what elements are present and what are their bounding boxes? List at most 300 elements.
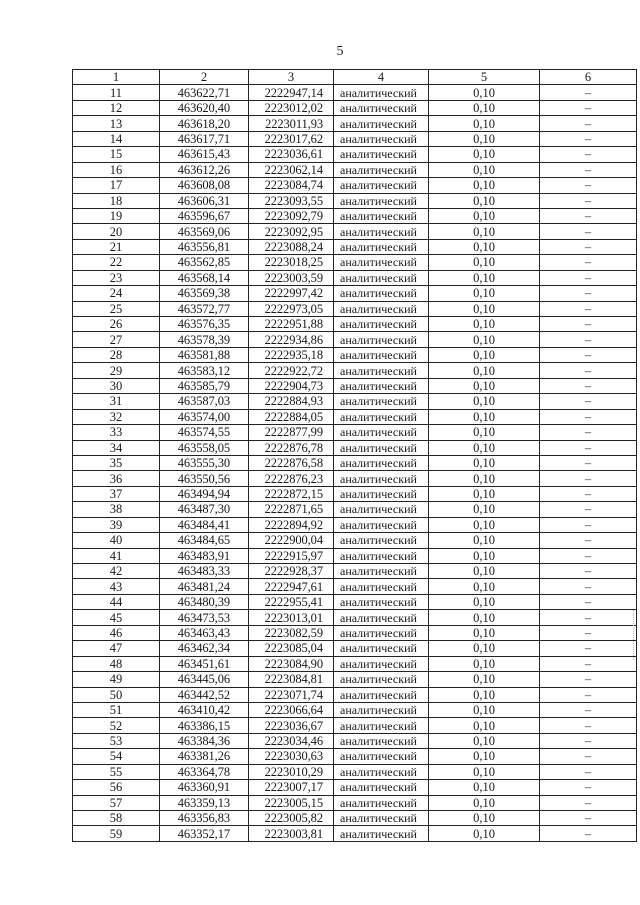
note-cell: – [540,625,637,640]
x-coordinate-cell: 463481,24 [160,579,249,594]
table-row [73,425,637,440]
note-cell: – [540,239,637,254]
method-cell: аналитический [334,193,429,208]
method-cell: аналитический [334,672,429,687]
y-coordinate-cell: 2222928,37 [249,564,334,579]
note-cell: – [540,826,637,841]
table-row [73,147,637,162]
method-cell: аналитический [334,270,429,285]
table-row [73,687,637,702]
method-cell: аналитический [334,317,429,332]
x-coordinate-cell: 463484,41 [160,517,249,532]
method-cell: аналитический [334,548,429,563]
point-number-cell: 15 [73,147,160,162]
x-coordinate-cell: 463556,81 [160,239,249,254]
x-coordinate-cell: 463386,15 [160,718,249,733]
method-cell: аналитический [334,208,429,223]
y-coordinate-cell: 2223034,46 [249,733,334,748]
method-cell: аналитический [334,625,429,640]
x-coordinate-cell: 463558,05 [160,440,249,455]
y-coordinate-cell: 2223082,59 [249,625,334,640]
table-row [73,702,637,717]
accuracy-cell: 0,10 [429,826,540,841]
column-header-5: 5 [429,70,540,85]
accuracy-cell: 0,10 [429,147,540,162]
accuracy-cell: 0,10 [429,116,540,131]
column-header-2: 2 [160,70,249,85]
y-coordinate-cell: 2222947,61 [249,579,334,594]
point-number-cell: 51 [73,702,160,717]
table-row [73,594,637,609]
method-cell: аналитический [334,610,429,625]
point-number-cell: 58 [73,811,160,826]
accuracy-cell: 0,10 [429,579,540,594]
y-coordinate-cell: 2222872,15 [249,486,334,501]
x-coordinate-cell: 463451,61 [160,656,249,671]
note-cell: – [540,764,637,779]
accuracy-cell: 0,10 [429,594,540,609]
note-cell: – [540,409,637,424]
note-cell: – [540,795,637,810]
accuracy-cell: 0,10 [429,548,540,563]
x-coordinate-cell: 463410,42 [160,702,249,717]
method-cell: аналитический [334,224,429,239]
note-cell: – [540,425,637,440]
y-coordinate-cell: 2223084,74 [249,178,334,193]
x-coordinate-cell: 463583,12 [160,363,249,378]
x-coordinate-cell: 463480,39 [160,594,249,609]
y-coordinate-cell: 2223088,24 [249,239,334,254]
point-number-cell: 36 [73,471,160,486]
y-coordinate-cell: 2223030,63 [249,749,334,764]
y-coordinate-cell: 2222884,93 [249,394,334,409]
method-cell: аналитический [334,564,429,579]
x-coordinate-cell: 463356,83 [160,811,249,826]
page-number: 5 [336,44,344,59]
method-cell: аналитический [334,162,429,177]
y-coordinate-cell: 2222876,58 [249,455,334,470]
y-coordinate-cell: 2223010,29 [249,764,334,779]
accuracy-cell: 0,10 [429,471,540,486]
note-cell: – [540,440,637,455]
y-coordinate-cell: 2223005,15 [249,795,334,810]
point-number-cell: 13 [73,116,160,131]
x-coordinate-cell: 463569,38 [160,286,249,301]
table-row [73,193,637,208]
accuracy-cell: 0,10 [429,672,540,687]
x-coordinate-cell: 463384,36 [160,733,249,748]
x-coordinate-cell: 463562,85 [160,255,249,270]
x-coordinate-cell: 463484,65 [160,533,249,548]
method-cell: аналитический [334,363,429,378]
note-cell: – [540,641,637,656]
y-coordinate-cell: 2223092,95 [249,224,334,239]
note-cell: – [540,564,637,579]
y-coordinate-cell: 2222894,92 [249,517,334,532]
note-cell: – [540,811,637,826]
note-cell: – [540,317,637,332]
point-number-cell: 55 [73,764,160,779]
point-number-cell: 34 [73,440,160,455]
y-coordinate-cell: 2223085,04 [249,641,334,656]
note-cell: – [540,208,637,223]
accuracy-cell: 0,10 [429,702,540,717]
method-cell: аналитический [334,656,429,671]
note-cell: – [540,702,637,717]
table-row [73,471,637,486]
y-coordinate-cell: 2222871,65 [249,502,334,517]
x-coordinate-cell: 463569,06 [160,224,249,239]
method-cell: аналитический [334,131,429,146]
note-cell: – [540,548,637,563]
y-coordinate-cell: 2223018,25 [249,255,334,270]
table-row [73,317,637,332]
method-cell: аналитический [334,178,429,193]
x-coordinate-cell: 463483,33 [160,564,249,579]
x-coordinate-cell: 463483,91 [160,548,249,563]
accuracy-cell: 0,10 [429,193,540,208]
point-number-cell: 19 [73,208,160,223]
point-number-cell: 40 [73,533,160,548]
note-cell: – [540,780,637,795]
point-number-cell: 39 [73,517,160,532]
x-coordinate-cell: 463555,30 [160,455,249,470]
accuracy-cell: 0,10 [429,718,540,733]
table-row [73,641,637,656]
point-number-cell: 41 [73,548,160,563]
point-number-cell: 20 [73,224,160,239]
y-coordinate-cell: 2222884,05 [249,409,334,424]
point-number-cell: 25 [73,301,160,316]
method-cell: аналитический [334,533,429,548]
table-row [73,733,637,748]
table-row [73,610,637,625]
accuracy-cell: 0,10 [429,178,540,193]
accuracy-cell: 0,10 [429,363,540,378]
table-row [73,625,637,640]
method-cell: аналитический [334,733,429,748]
method-cell: аналитический [334,455,429,470]
x-coordinate-cell: 463618,20 [160,116,249,131]
method-cell: аналитический [334,255,429,270]
table-row [73,502,637,517]
point-number-cell: 46 [73,625,160,640]
accuracy-cell: 0,10 [429,394,540,409]
x-coordinate-cell: 463617,71 [160,131,249,146]
y-coordinate-cell: 2222876,78 [249,440,334,455]
note-cell: – [540,656,637,671]
x-coordinate-cell: 463494,94 [160,486,249,501]
note-cell: – [540,147,637,162]
table-row [73,656,637,671]
accuracy-cell: 0,10 [429,239,540,254]
table-row [73,564,637,579]
point-number-cell: 44 [73,594,160,609]
x-coordinate-cell: 463596,67 [160,208,249,223]
accuracy-cell: 0,10 [429,455,540,470]
point-number-cell: 23 [73,270,160,285]
x-coordinate-cell: 463442,52 [160,687,249,702]
table-row [73,579,637,594]
note-cell: – [540,255,637,270]
y-coordinate-cell: 2223003,81 [249,826,334,841]
point-number-cell: 32 [73,409,160,424]
point-number-cell: 45 [73,610,160,625]
table-row [73,811,637,826]
table-row [73,178,637,193]
table-row [73,749,637,764]
point-number-cell: 24 [73,286,160,301]
accuracy-cell: 0,10 [429,85,540,100]
point-number-cell: 30 [73,378,160,393]
table-row [73,224,637,239]
table-row [73,394,637,409]
x-coordinate-cell: 463445,06 [160,672,249,687]
point-number-cell: 35 [73,455,160,470]
note-cell: – [540,672,637,687]
note-cell: – [540,286,637,301]
point-number-cell: 22 [73,255,160,270]
note-cell: – [540,193,637,208]
table-row [73,718,637,733]
method-cell: аналитический [334,147,429,162]
y-coordinate-cell: 2223092,79 [249,208,334,223]
accuracy-cell: 0,10 [429,347,540,362]
table-row [73,517,637,532]
y-coordinate-cell: 2223036,67 [249,718,334,733]
point-number-cell: 11 [73,85,160,100]
y-coordinate-cell: 2223017,62 [249,131,334,146]
accuracy-cell: 0,10 [429,517,540,532]
method-cell: аналитический [334,347,429,362]
y-coordinate-cell: 2222877,99 [249,425,334,440]
accuracy-cell: 0,10 [429,733,540,748]
note-cell: – [540,610,637,625]
x-coordinate-cell: 463585,79 [160,378,249,393]
y-coordinate-cell: 2223066,64 [249,702,334,717]
y-coordinate-cell: 2223007,17 [249,780,334,795]
method-cell: аналитический [334,517,429,532]
table-row [73,131,637,146]
y-coordinate-cell: 2222876,23 [249,471,334,486]
y-coordinate-cell: 2222922,72 [249,363,334,378]
x-coordinate-cell: 463473,53 [160,610,249,625]
note-cell: – [540,178,637,193]
method-cell: аналитический [334,301,429,316]
y-coordinate-cell: 2223005,82 [249,811,334,826]
accuracy-cell: 0,10 [429,409,540,424]
x-coordinate-cell: 463381,26 [160,749,249,764]
accuracy-cell: 0,10 [429,486,540,501]
method-cell: аналитический [334,394,429,409]
scan-margin-mark [633,610,636,660]
point-number-cell: 43 [73,579,160,594]
method-cell: аналитический [334,780,429,795]
table-row [73,486,637,501]
accuracy-cell: 0,10 [429,224,540,239]
note-cell: – [540,378,637,393]
table-row [73,764,637,779]
x-coordinate-cell: 463360,91 [160,780,249,795]
note-cell: – [540,594,637,609]
table-row [73,440,637,455]
y-coordinate-cell: 2222955,41 [249,594,334,609]
method-cell: аналитический [334,332,429,347]
method-cell: аналитический [334,100,429,115]
note-cell: – [540,471,637,486]
point-number-cell: 33 [73,425,160,440]
method-cell: аналитический [334,687,429,702]
point-number-cell: 29 [73,363,160,378]
table-row [73,795,637,810]
x-coordinate-cell: 463622,71 [160,85,249,100]
note-cell: – [540,517,637,532]
point-number-cell: 48 [73,656,160,671]
method-cell: аналитический [334,116,429,131]
method-cell: аналитический [334,440,429,455]
x-coordinate-cell: 463576,35 [160,317,249,332]
x-coordinate-cell: 463352,17 [160,826,249,841]
method-cell: аналитический [334,764,429,779]
accuracy-cell: 0,10 [429,641,540,656]
coordinates-table [72,69,637,842]
method-cell: аналитический [334,286,429,301]
x-coordinate-cell: 463620,40 [160,100,249,115]
method-cell: аналитический [334,502,429,517]
point-number-cell: 37 [73,486,160,501]
point-number-cell: 53 [73,733,160,748]
note-cell: – [540,224,637,239]
table-row [73,672,637,687]
note-cell: – [540,733,637,748]
method-cell: аналитический [334,718,429,733]
point-number-cell: 16 [73,162,160,177]
note-cell: – [540,579,637,594]
method-cell: аналитический [334,749,429,764]
x-coordinate-cell: 463612,26 [160,162,249,177]
accuracy-cell: 0,10 [429,255,540,270]
accuracy-cell: 0,10 [429,764,540,779]
y-coordinate-cell: 2223093,55 [249,193,334,208]
table-row [73,363,637,378]
table-header-row [73,70,637,85]
x-coordinate-cell: 463364,78 [160,764,249,779]
y-coordinate-cell: 2223036,61 [249,147,334,162]
table-row [73,162,637,177]
note-cell: – [540,162,637,177]
accuracy-cell: 0,10 [429,780,540,795]
note-cell: – [540,533,637,548]
note-cell: – [540,502,637,517]
accuracy-cell: 0,10 [429,502,540,517]
y-coordinate-cell: 2223013,01 [249,610,334,625]
x-coordinate-cell: 463550,56 [160,471,249,486]
y-coordinate-cell: 2223084,81 [249,672,334,687]
accuracy-cell: 0,10 [429,317,540,332]
column-header-3: 3 [249,70,334,85]
accuracy-cell: 0,10 [429,687,540,702]
accuracy-cell: 0,10 [429,564,540,579]
y-coordinate-cell: 2222900,04 [249,533,334,548]
note-cell: – [540,749,637,764]
note-cell: – [540,455,637,470]
table-row [73,548,637,563]
y-coordinate-cell: 2222904,73 [249,378,334,393]
y-coordinate-cell: 2223062,14 [249,162,334,177]
x-coordinate-cell: 463581,88 [160,347,249,362]
table-row [73,301,637,316]
accuracy-cell: 0,10 [429,301,540,316]
table-row [73,85,637,100]
table-row [73,533,637,548]
point-number-cell: 56 [73,780,160,795]
method-cell: аналитический [334,702,429,717]
table-row [73,100,637,115]
point-number-cell: 26 [73,317,160,332]
note-cell: – [540,301,637,316]
point-number-cell: 47 [73,641,160,656]
table-body [73,85,637,841]
method-cell: аналитический [334,579,429,594]
accuracy-cell: 0,10 [429,162,540,177]
point-number-cell: 18 [73,193,160,208]
y-coordinate-cell: 2223071,74 [249,687,334,702]
note-cell: – [540,718,637,733]
table-row [73,332,637,347]
x-coordinate-cell: 463615,43 [160,147,249,162]
y-coordinate-cell: 2222951,88 [249,317,334,332]
y-coordinate-cell: 2222915,97 [249,548,334,563]
note-cell: – [540,687,637,702]
x-coordinate-cell: 463574,55 [160,425,249,440]
table-row [73,455,637,470]
method-cell: аналитический [334,811,429,826]
note-cell: – [540,85,637,100]
method-cell: аналитический [334,239,429,254]
point-number-cell: 49 [73,672,160,687]
table-row [73,255,637,270]
y-coordinate-cell: 2223003,59 [249,270,334,285]
method-cell: аналитический [334,795,429,810]
method-cell: аналитический [334,85,429,100]
x-coordinate-cell: 463572,77 [160,301,249,316]
column-header-4: 4 [334,70,429,85]
table-row [73,409,637,424]
point-number-cell: 52 [73,718,160,733]
table-row [73,826,637,841]
column-header-6: 6 [540,70,637,85]
table-row [73,116,637,131]
note-cell: – [540,270,637,285]
y-coordinate-cell: 2223011,93 [249,116,334,131]
x-coordinate-cell: 463463,43 [160,625,249,640]
accuracy-cell: 0,10 [429,270,540,285]
accuracy-cell: 0,10 [429,208,540,223]
method-cell: аналитический [334,641,429,656]
method-cell: аналитический [334,378,429,393]
x-coordinate-cell: 463606,31 [160,193,249,208]
accuracy-cell: 0,10 [429,811,540,826]
method-cell: аналитический [334,826,429,841]
y-coordinate-cell: 2223084,90 [249,656,334,671]
note-cell: – [540,131,637,146]
accuracy-cell: 0,10 [429,378,540,393]
accuracy-cell: 0,10 [429,610,540,625]
table-row [73,780,637,795]
point-number-cell: 50 [73,687,160,702]
y-coordinate-cell: 2223012,02 [249,100,334,115]
accuracy-cell: 0,10 [429,625,540,640]
